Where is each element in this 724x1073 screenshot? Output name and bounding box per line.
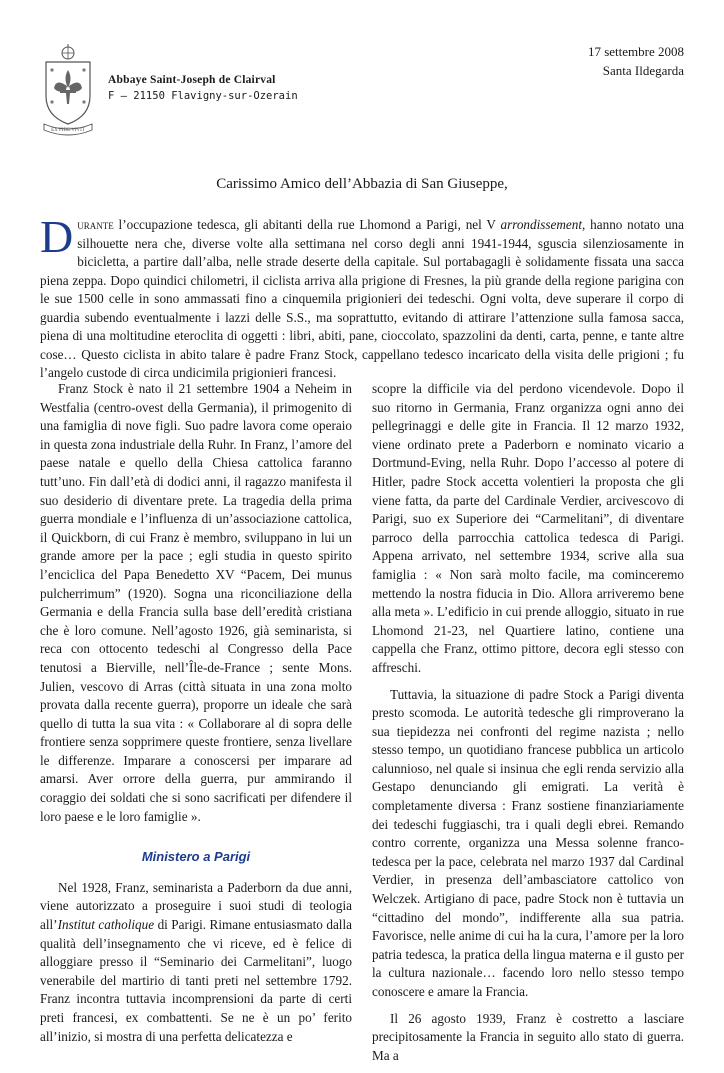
left-p2-text-a: Nel 1928, Franz, seminarista a Paderborn da due anni, viene autorizzato a proseguire i suoi studi di teologia all’: [40, 879, 352, 933]
intro-first-word: urante: [77, 217, 114, 232]
intro-paragraph: [40, 211, 684, 383]
right-paragraph-2: Tuttavia, la situazione di padre Stock a Parigi diventa presto scomoda. Le autorità tedesche gli rimproverano la sua tiepidezza nei confronti del regime nazista ; nello stesso tempo, un quotidiano francese pubblica un articolo calunnioso, nel quale si insinua che egli renda servizio alla Gestapo denunciando gli emigrati. La verità è completamente diversa : Franz sostiene finanziariamente dei tedeschi fuggiaschi, tra i quali degli ebrei. Remando contro corrente, organizza una Messa solenne franco-tedesca per la pace, celebrata nel marzo 1937 dal Cardinal Verdier, in presenza dell’ambasciatore cattolico von Welczek. Artigiano di pace, padre Stock non è tuttavia un “cittadino del mondo”, indifferente alla sua patria. Favorisce, nelle anime di cui ha la cura, l’amore per la loro patria tedesca, la pratica della lingua materna e il gusto per la cultura nazionale… facendo loro nello stesso tempo conoscere e amare la Francia.: [372, 686, 684, 999]
abbey-header: [108, 74, 298, 102]
abbey-name: Abbaye Saint-Joseph de Clairval: [108, 74, 276, 86]
abbey-crest-icon: [40, 44, 96, 136]
saint-of-day: Santa Ildegarda: [602, 63, 684, 78]
left-paragraph-2: [40, 879, 352, 1046]
right-paragraph-3: Il 26 agosto 1939, Franz è costretto a lasciare precipitosamente la Francia in seguito allo stato di guerra. Ma a: [372, 1010, 684, 1063]
abbey-address: F — 21150 Flavigny-sur-Ozerain: [108, 90, 298, 102]
letter-date: 17 settembre 2008: [587, 44, 684, 59]
intro-emphasis: arrondissement: [500, 217, 583, 232]
section-subheading: Ministero a Parigi: [141, 849, 251, 865]
right-column: [372, 380, 684, 1073]
drop-cap: D: [40, 211, 74, 262]
salutation: Carissimo Amico dell’Abbazia di San Giuseppe,: [216, 176, 508, 192]
body-columns: [40, 380, 684, 1063]
left-column: [40, 380, 352, 1054]
date-block: [588, 42, 684, 80]
intro-text-b: , hanno notato una silhouette nera che, diverse volte alla settimana nel corso degli anni 1941-1944, sguscia silenziosamente in bicicletta, a partire dall’alba, nelle strade deserte della capitale. Sul portabagagli è solidamente fissata una sacca piena zeppa. Dopo quindici chilometri, il ciclista arriva alla prigione di Fresnes, la più grande della regione parigina con le sue 1500 celle in sono ammassati fino a cinquemila prigionieri dei tedeschi. Ogni volta, deve superare il corpo di guardia subendo eventualmente i lazzi delle S.S., ma soprattutto, evitando di attirare l’attenzione sulla famosa sacca, piena di una moltitudine eteroclita di oggetti : libri, abiti, pane, cioccolato, spazzolini da denti, carta, penne, e tante altre cose… Questo ciclista in abito talare è padre Franz Stock, cappellano tedesco incaricato della visita delle prigioni ; fu l’angelo custode di circa undicimila prigionieri francesi.: [40, 217, 684, 380]
crest-motto: EX FIDE VIVIT: [51, 128, 85, 133]
left-p2-text-b: di Parigi. Rimane entusiasmato dalla qualità dell’insegnamento che vi riceve, ed è felice di alloggiare presso il “Seminario dei Carmelitani”, luogo venerabile del martirio di tanti preti nel settembre 1792. Franz incontra tuttavia incomprensioni da parte di certi preti francesi, ex combattenti. Se ne è un po’ ferito all’inizio, si mostra di una perfetta delicatezza e: [40, 917, 352, 1044]
left-p2-emphasis: Institut catholique: [57, 917, 155, 933]
right-paragraph-1: scopre la difficile via del perdono vicendevole. Dopo il suo ritorno in Germania, Franz organizza ogni anno dei pellegrinaggi e delle gite in Francia. Il 12 marzo 1932, viene ordinato prete a Paderborn e nominato vicario a Dortmund-Eving, nella Ruhr. Dopo l’accesso al potere di Hitler, padre Stock accetta volentieri la proposta che gli viene fatta, da parte del Cardinale Verdier, arcivescovo di Parigi, suo ex Superiore dei “Carmelitani”, di diventare parroco della parrocchia cattolica tedesca di Parigi. Appena arrivato, nel settembre 1934, scrive alla sua famiglia : « Non sarà molto facile, ma cominceremo mettendo la nostra fiducia in Dio. Allora arriveremo bene alla meta ». L’edificio in cui prende alloggio, situato in rue Lhomond 21-23, nel Quartiere latino, contiene una cappella che Franz, ottimo pittore, decora egli stesso con affreschi.: [372, 381, 684, 675]
left-paragraph-1: Franz Stock è nato il 21 settembre 1904 a Neheim in Westfalia (centro-ovest della Germania), il primogenito di una famiglia di nove figli. Suo padre lavora come operaio in questa zona industriale della Ruhr. In Franz, l’amore del paese natale e quello della Chiesa cattolica faranno tutt’uno. Fin dall’età di dodici anni, il ragazzo manifesta il suo desiderio di diventare prete. La tragedia della prima guerra mondiale e l’influenza di un’associazione cattolica, il Quickborn, di cui Franz è membro, sviluppano in lui un grande amore per la pace ; egli studia in questo spirito l’enciclica del Papa Benedetto XV “Pacem, Dei munus pulcherrimum” (1920). Sogna una riconciliazione della Germania e della Francia sulla base dell’eredità cristiana che è loro comune. Nell’agosto 1926, già seminarista, si reca con ottocento tedeschi al Congresso della Pace tenutosi a Bierville, nell’Île-de-France ; sente Mons. Julien, vescovo di Arras (città situata in una zona molto provata dalla recente guerra), proporre un ideale che sarà quello di tutta la sua vita : « Collaborare al di sopra delle frontiere senza sopprimere queste frontiere, senza livellare le differenze. Imparare a conoscersi per imparare ad amarsi. Aver orrore della guerra, pur ammirando il coraggio dei soldati che si sono sacrificati per difendere il loro paese e le loro famiglie ».: [40, 381, 352, 824]
intro-text-a: l’occupazione tedesca, gli abitanti della rue Lhomond a Parigi, nel V: [113, 217, 501, 232]
